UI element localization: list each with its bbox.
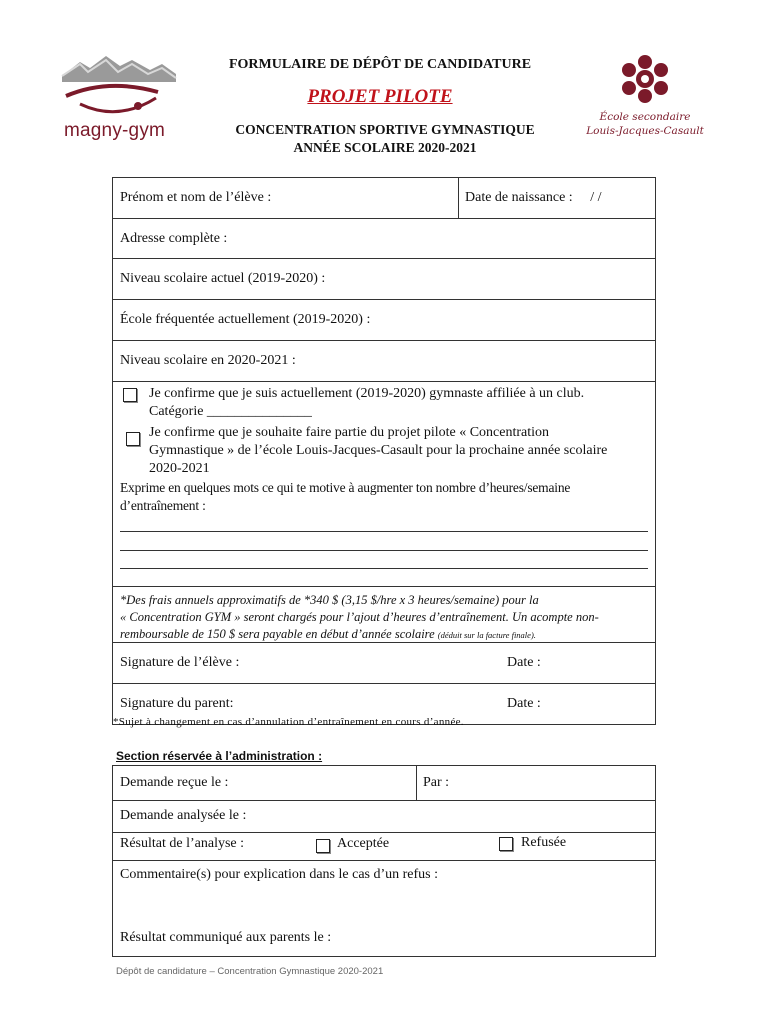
parent-signature-field[interactable]: Signature du parent: — [120, 696, 234, 711]
row-current-level — [113, 259, 655, 300]
motivation-line2: d’entraînement : — [120, 498, 206, 513]
current-school-field[interactable]: École fréquentée actuellement (2019-2020) : — [120, 312, 371, 327]
form-title: FORMULAIRE DE DÉPÔT DE CANDIDATURE — [228, 57, 532, 72]
dob-label: Date de naissance : — [465, 190, 573, 205]
dob-slashes: / / — [590, 190, 602, 205]
dob-field[interactable] — [465, 190, 601, 206]
communicated-field[interactable]: Résultat communiqué aux parents le : — [120, 930, 332, 945]
confirm-club-text — [149, 385, 584, 421]
fees-text — [120, 592, 648, 644]
subtitle-school-year: ANNÉE SCOLAIRE 2020-2021 — [293, 140, 477, 155]
row-confirmations — [113, 382, 655, 587]
mountain-gymnast-icon — [58, 52, 180, 122]
logo-left-wordmark: magny-gym — [64, 120, 166, 141]
row-received — [113, 766, 655, 801]
refused-checkbox[interactable] — [499, 837, 513, 851]
fees-line1: *Des frais annuels approximatifs de *340 $ (3,15 $/hre x 3 heures/semaine) pour la — [120, 593, 539, 607]
confirm-pilot-line3: 2020-2021 — [149, 461, 210, 476]
accepted-label: Acceptée — [337, 836, 390, 851]
magny-gym-logo — [58, 52, 180, 144]
flower-emblem-icon — [575, 52, 715, 110]
school-name-line1: École secondaire — [599, 111, 691, 123]
admin-section-label: Section réservée à l’administration : — [116, 749, 323, 763]
row-student-signature — [113, 643, 655, 684]
confirm-pilot-line2: Gymnastique » de l’école Louis-Jacques-Casault pour la prochaine année scolaire — [149, 443, 608, 458]
school-name — [575, 110, 715, 138]
confirm-pilot-checkbox[interactable] — [126, 432, 140, 446]
confirm-pilot-line1: Je confirme que je souhaite faire partie du projet pilote « Concentration — [149, 425, 550, 440]
next-level-field[interactable]: Niveau scolaire en 2020-2021 : — [120, 353, 296, 368]
admin-section — [112, 765, 656, 957]
row-current-school — [113, 300, 655, 341]
page-footer: Dépôt de candidature – Concentration Gymnastique 2020-2021 — [116, 966, 384, 977]
change-note: *Sujet à changement en cas d’annulation d’entraînement en cours d’année. — [113, 716, 464, 728]
fees-deduction-note: (déduit sur la facture finale). — [437, 630, 536, 640]
refused-label: Refusée — [521, 835, 567, 850]
divider — [113, 832, 655, 833]
motivation-prompt — [120, 479, 570, 515]
fees-line2: « Concentration GYM » seront chargés pour l’ajout d’heures d’entraînement. Un acompte non- — [120, 610, 599, 624]
divider — [113, 860, 655, 861]
school-name-line2: Louis-Jacques-Casault — [586, 125, 704, 137]
received-field[interactable]: Demande reçue le : — [120, 775, 229, 790]
student-signature-field[interactable]: Signature de l’élève : — [120, 655, 240, 670]
current-level-field[interactable]: Niveau scolaire actuel (2019-2020) : — [120, 271, 326, 286]
address-field[interactable]: Adresse complète : — [120, 231, 228, 246]
confirm-club-line1: Je confirme que je suis actuellement (2019-2020) gymnaste affiliée à un club. — [149, 386, 585, 401]
row-next-level — [113, 341, 655, 382]
received-by-field[interactable]: Par : — [423, 775, 450, 790]
school-logo — [575, 52, 715, 144]
student-name-field[interactable]: Prénom et nom de l’élève : — [120, 190, 272, 205]
motivation-answer-line-3[interactable] — [120, 568, 648, 569]
pilot-title: PROJET PILOTE — [307, 86, 453, 107]
motivation-answer-line-1[interactable] — [120, 531, 648, 532]
row-address — [113, 219, 655, 259]
confirm-club-checkbox[interactable] — [123, 388, 137, 402]
parent-date-field[interactable]: Date : — [507, 696, 541, 711]
analysed-field[interactable]: Demande analysée le : — [120, 808, 247, 823]
accepted-checkbox[interactable] — [316, 839, 330, 853]
category-field[interactable]: Catégorie _______________ — [149, 404, 312, 419]
row-name-dob — [113, 178, 655, 219]
application-form — [112, 177, 656, 725]
divider — [416, 766, 417, 800]
motivation-answer-line-2[interactable] — [120, 550, 648, 551]
divider — [458, 178, 459, 218]
row-fees — [113, 587, 655, 643]
subtitle-concentration: CONCENTRATION SPORTIVE GYMNASTIQUE — [235, 122, 535, 137]
confirm-pilot-text — [149, 424, 607, 478]
student-date-field[interactable]: Date : — [507, 655, 541, 670]
fees-line3: remboursable de 150 $ sera payable en début d’année scolaire — [120, 627, 435, 641]
result-label: Résultat de l’analyse : — [120, 836, 245, 851]
comments-field[interactable]: Commentaire(s) pour explication dans le cas d’un refus : — [120, 867, 439, 882]
fees-line3-wrap — [120, 626, 648, 644]
motivation-line1: Exprime en quelques mots ce qui te motive à augmenter ton nombre d’heures/semaine — [120, 480, 571, 495]
